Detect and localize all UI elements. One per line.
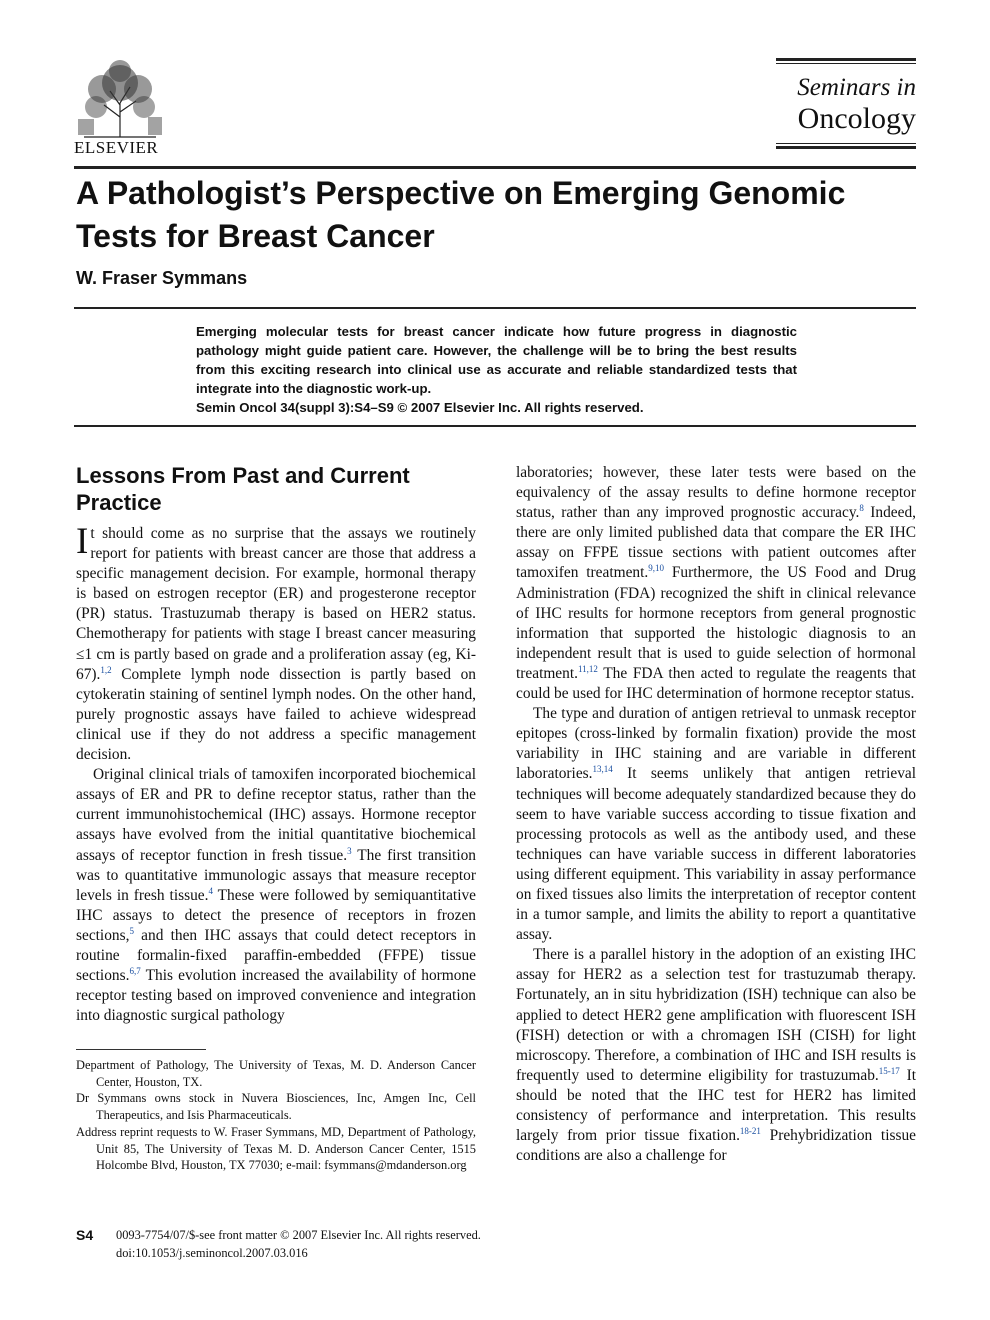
text-run: Original clinical trials of tamoxifen incorporated biochemical assays of ER and PR to define receptor status, rather than the current immunohistochemical (IHC) assays. Hormone receptor assays have evolved from the initial quantitative biochemical assays of receptor function in fresh tissue.	[76, 766, 476, 864]
footnotes	[76, 1057, 476, 1174]
text-run: The first transition was to quantitative immunologic assays that measure receptor levels in fresh tissue.	[76, 846, 476, 904]
masthead-rule-top	[776, 58, 916, 61]
abstract-rule-bottom	[74, 425, 916, 427]
masthead-rule-top-thin	[776, 63, 916, 64]
masthead-rule-bottom	[776, 146, 916, 149]
reference-link[interactable]: 18-21	[739, 1126, 761, 1137]
text-run: The type and duration of antigen retrieval to unmask receptor epitopes (cross-linked by formalin fixation) provide the most variability in IHC staining and are variable in different laboratories.	[516, 705, 916, 783]
section-heading: Lessons From Past and Current Practice	[76, 463, 410, 515]
text-run: and then IHC assays that could detect receptors in routine formalin-fixed paraffin-embedded (FFPE) tissue sections.	[76, 926, 476, 985]
paragraph	[76, 521, 476, 765]
text-run: This evolution increased the availability of hormone receptor testing based on improved convenience and integration into diagnostic surgical pathology	[76, 967, 476, 1025]
header-rule	[74, 166, 916, 169]
left-column	[76, 521, 476, 1026]
footnote-reprint: Address reprint requests to W. Fraser Symmans, MD, Department of Pathology, Unit 85, The University of Texas M. D. Anderson Cancer Center, 1515 Holcombe Blvd, Houston, TX 77030; e-mail: fsymmans@mdanderson.org	[76, 1124, 476, 1173]
text-run: Furthermore, the US Food and Drug Administration (FDA) recognized the shift in clinical relevance of IHC results for hormone receptors from general prognostic information that supported the histologic diagnosis to an independent result that is used to guide selection of hormonal treatment.	[516, 564, 916, 682]
reference-link[interactable]: 8	[859, 503, 864, 514]
reference-link[interactable]: 1,2	[100, 664, 112, 675]
footnote-affiliation: Department of Pathology, The University of Texas, M. D. Anderson Cancer Center, Houston, TX.	[76, 1058, 476, 1089]
footer	[116, 1227, 481, 1262]
text-run: t should come as no surprise that the assays we routinely report for patients with breast cancer are those that address a specific management decision. For example, hormonal therapy is based on estrogen receptor (ER) and progesterone receptor (PR) status. Trastuzumab therapy is based on HER2 status. Chemotherapy for patients with stage I breast cancer measuring ≤1 cm is partly based on grade and a proliferation assay (eg, Ki-67).	[76, 525, 476, 683]
drop-cap: I	[76, 521, 89, 562]
doi-line: doi:10.1053/j.seminoncol.2007.03.016	[116, 1245, 308, 1260]
footnote-disclosure: Dr Symmans owns stock in Nuvera Biosciences, Inc, Amgen Inc, Cell Therapeutics, and Isis Pharmaceuticals.	[76, 1091, 476, 1123]
reference-link[interactable]: 4	[208, 885, 213, 896]
reference-link[interactable]: 9,10	[648, 563, 664, 574]
citation: Semin Oncol 34(suppl 3):S4–S9 © 2007 Elsevier Inc. All rights reserved.	[196, 400, 644, 415]
text-run: Complete lymph node dissection is partly based on cytokeratin staining of sentinel lymph nodes. On the other hand, purely prognostic assays have failed to achieve widespread clinical use if they do not address a specific management decision.	[76, 665, 476, 764]
page-number: S4	[76, 1227, 94, 1243]
reference-link[interactable]: 11,12	[577, 663, 598, 674]
text-run: The FDA then acted to regulate the reagents that could be used for IHC determination of hormone receptor status.	[516, 664, 916, 703]
text-run: It should be noted that the IHC test for HER2 has limited consistency of performance and interpretation. This results largely from prior tissue fixation.	[516, 1066, 916, 1145]
reference-link[interactable]: 13,14	[592, 764, 613, 775]
article-title: A Pathologist’s Perspective on Emerging Genomic Tests for Breast Cancer	[76, 175, 846, 254]
reference-link[interactable]: 6,7	[129, 966, 141, 977]
text-run: Prehybridization tissue conditions are also a challenge for	[516, 1127, 916, 1165]
front-matter-line: 0093-7754/07/$-see front matter © 2007 Elsevier Inc. All rights reserved.	[116, 1228, 481, 1242]
journal-name-line2: Oncology	[797, 102, 916, 135]
text-run: These were followed by semiquantitative IHC assays to detect the presence of receptors in frozen sections,	[76, 886, 476, 944]
journal-masthead	[776, 58, 916, 149]
right-column	[516, 463, 916, 1166]
text-run: There is a parallel history in the adoption of an existing IHC assay for HER2 as a selection test for trastuzumab therapy. Fortunately, an in situ hybridization (ISH) technique can also be applied to detect HER2 gene amplification with fluorescent ISH (FISH) detection or with a chromagen ISH (CISH) for light microscopy. Therefore, a combination of IHC and ISH results is frequently used to determine eligibility for trastuzumab.	[516, 946, 916, 1084]
text-run: Indeed, there are only limited published data that compare the ER IHC assay on FFPE tissue sections with patient outcomes after tamoxifen treatment.	[516, 504, 916, 582]
reference-link[interactable]: 15-17	[878, 1065, 900, 1076]
reference-link[interactable]: 5	[129, 925, 134, 936]
paragraph	[516, 463, 916, 704]
article-author: W. Fraser Symmans	[76, 268, 248, 288]
journal-name-line1: Seminars in	[797, 74, 916, 101]
abstract-rule-top	[74, 307, 916, 309]
abstract: Emerging molecular tests for breast cancer indicate how future progress in diagnostic pathology might guide patient care. However, the challenge will be to bring the best results from this exciting research into clinical use as accurate and reliable standardized tests that integrate into the diagnostic work-up.	[196, 324, 797, 396]
text-run: laboratories; however, these later tests were based on the equivalency of the assay results to define hormone receptor status, rather than any improved prognostic accuracy.	[516, 464, 916, 522]
masthead-rule-bottom-thin	[776, 143, 916, 144]
publisher-name: ELSEVIER	[74, 138, 159, 157]
paragraph	[76, 765, 476, 1026]
paragraph	[516, 945, 916, 1166]
text-run: It seems unlikely that antigen retrieval techniques will become adequately standardized because they do seem to have variable success according to tissue fixation and processing protocols as well as the antibody used, and these techniques can have variable success in different laboratories using different equipment. This variability in assay performance on fixed tissues also limits the interpretation of receptor content in a tumor sample, and limits the ability to report a quantitative assay.	[516, 765, 916, 944]
paragraph	[516, 704, 916, 945]
reference-link[interactable]: 3	[347, 845, 352, 856]
footnote-rule	[76, 1049, 206, 1050]
